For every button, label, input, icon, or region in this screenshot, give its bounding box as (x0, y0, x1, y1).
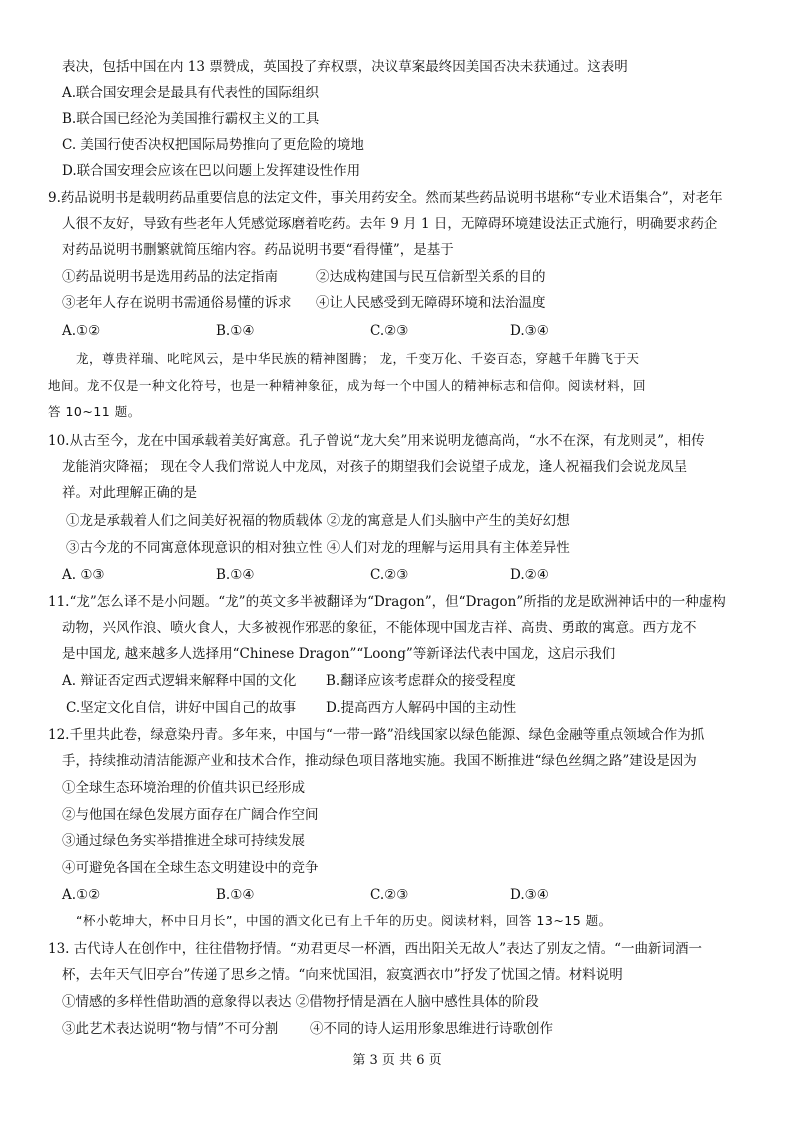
q11-choice-c: C.坚定文化自信，讲好中国自己的故事 (66, 700, 297, 716)
option-a: A.联合国安理会是最具有代表性的国际组织 (62, 85, 320, 101)
q12-item-1: ①全球生态环境治理的价值共识已经形成 (62, 780, 305, 796)
option-b: B.联合国已经沦为美国推行霸权主义的工具 (62, 111, 320, 127)
q12-item-3: ③通过绿色务实举措推进全球可持续发展 (62, 833, 305, 849)
q10-stem-line-3: 祥。对此理解正确的是 (62, 485, 197, 501)
material-10-11-line-3: 答 10~11 题。 (48, 404, 141, 419)
q12-choice-a: A.①② (62, 887, 101, 903)
material-13-15: “杯小乾坤大，杯中日月长”，中国的酒文化已有上千年的历史。阅读材料，回答 13~15 题。 (76, 913, 612, 928)
q9-choice-b: B.①④ (216, 323, 255, 339)
q9-stem-line-1: 9.药品说明书是载明药品重要信息的法定文件，事关用药安全。然而某些药品说明书堪称“专业术语集合”，对老年 (48, 190, 723, 206)
q12-choice-c: C.②③ (370, 887, 409, 903)
q10-items-row-1: ①龙是承载着人们之间美好祝福的物质载体 ②龙的寓意是人们头脑中产生的美好幻想 (66, 513, 570, 529)
q10-choice-a: A. ①③ (62, 567, 105, 583)
q13-stem-line-2: 杯，去年天气旧亭台”传递了思乡之情。“向来忧国泪，寂寞洒衣巾”抒发了忧国之情。材料说明 (62, 967, 623, 983)
q13-item-4: ④不同的诗人运用形象思维进行诗歌创作 (310, 1021, 553, 1037)
q12-item-4: ④可避免各国在全球生态文明建设中的竞争 (62, 860, 319, 876)
q11-choice-d: D.提高西方人解码中国的主动性 (326, 700, 517, 716)
option-c: C. 美国行使否决权把国际局势推向了更危险的境地 (62, 137, 364, 153)
option-d: D.联合国安理会应该在巴以问题上发挥建设性作用 (62, 163, 361, 179)
q9-choice-d: D.③④ (510, 323, 549, 339)
q12-item-2: ②与他国在绿色发展方面存在广阔合作空间 (62, 807, 319, 823)
q9-item-2: ②达成构建国与民互信新型关系的目的 (316, 269, 546, 285)
q13-items-row-1: ①情感的多样性借助酒的意象得以表达 ②借物抒情是酒在人脑中感性具体的阶段 (62, 994, 539, 1010)
q11-choice-b: B.翻译应该考虑群众的接受程度 (326, 673, 516, 689)
q12-choice-b: B.①④ (216, 887, 255, 903)
q10-stem-line-2: 龙能消灾降福； 现在令人我们常说人中龙凤，对孩子的期望我们会说望子成龙，逢人祝福我们会说龙凤呈 (62, 459, 688, 475)
q10-choice-b: B.①④ (216, 567, 255, 583)
q9-stem-line-2: 人很不友好，导致有些老年人凭感觉琢磨着吃药。去年 9 月 1 日，无障碍环境建设法正式施行，明确要求药企 (62, 216, 718, 232)
page-footer: 第 3 页 共 6 页 (352, 1053, 442, 1068)
material-10-11-line-1: 龙，尊贵祥瑞、叱咤风云，是中华民族的精神图腾； 龙，千变万化、千姿百态，穿越千年腾飞于天 (76, 351, 640, 366)
question-stem-tail: 表决，包括中国在内 13 票赞成，英国投了弃权票，决议草案最终因美国否决未获通过。这表明 (62, 59, 628, 75)
q12-choice-d: D.③④ (510, 887, 549, 903)
q13-stem-line-1: 13. 古代诗人在创作中，往往借物抒情。“劝君更尽一杯酒，西出阳关无故人”表达了别友之情。“一曲新词酒一 (48, 941, 702, 957)
q10-choice-d: D.②④ (510, 567, 549, 583)
q9-choice-c: C.②③ (370, 323, 409, 339)
q10-items-row-2: ③古今龙的不同寓意体现意识的相对独立性 ④人们对龙的理解与运用具有主体差异性 (66, 540, 570, 556)
q11-stem-line-2: 动物，兴风作浪、喷火食人，大多被视作邪恶的象征，不能体现中国龙吉祥、高贵、勇敢的寓意。西方龙不 (62, 620, 697, 636)
q9-item-3: ③老年人存在说明书需通俗易懂的诉求 (62, 295, 292, 311)
material-10-11-line-2: 地间。龙不仅是一种文化符号，也是一种精神象征，成为每一个中国人的精神标志和信仰。阅读材料，回 (48, 378, 647, 393)
q11-stem-line-1: 11.“龙”怎么译不是小问题。“龙”的英文多半被翻译为“Dragon”，但“Dragon”所指的龙是欧洲神话中的一种虚构 (48, 594, 726, 610)
q9-stem-line-3: 对药品说明书删繁就简压缩内容。药品说明书要“看得懂”，是基于 (62, 242, 454, 258)
q12-stem-line-1: 12.千里共此卷，绿意染丹青。多年来，中国与“一带一路”沿线国家以绿色能源、绿色金融等重点领域合作为抓 (48, 727, 705, 743)
q11-choice-a: A. 辩证否定西式逻辑来解释中国的文化 (62, 673, 297, 689)
q11-stem-line-3: 是中国龙, 越来越多人选择用“Chinese Dragon”“Loong”等新译法代表中国龙，这启示我们 (62, 646, 616, 662)
q12-stem-line-2: 手，持续推动清洁能源产业和技术合作，推动绿色项目落地实施。我国不断推进“绿色丝绸之路”建设是因为 (62, 753, 697, 769)
q9-item-1: ①药品说明书是选用药品的法定指南 (62, 269, 278, 285)
q10-stem-line-1: 10.从古至今，龙在中国承载着美好寓意。孔子曾说“龙大矣”用来说明龙德高尚，“水不在深，有龙则灵”，相传 (48, 433, 705, 449)
q10-choice-c: C.②③ (370, 567, 409, 583)
q9-choice-a: A.①② (62, 323, 101, 339)
q13-item-3: ③此艺术表达说明“物与情”不可分割 (62, 1021, 279, 1037)
q9-item-4: ④让人民感受到无障碍环境和法治温度 (316, 295, 546, 311)
